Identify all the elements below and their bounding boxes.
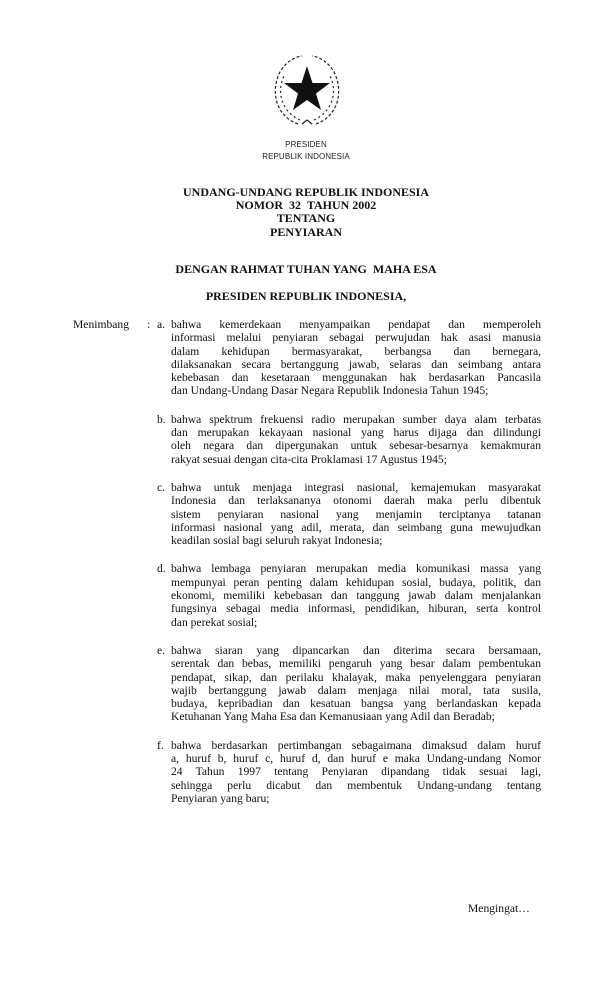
header-republic: REPUBLIK INDONESIA <box>262 152 350 161</box>
item-text-line: kebebasan dan kesetaraan menggunakan hak berdasarkan Pancasila <box>171 371 541 385</box>
menimbang-item <box>157 562 541 628</box>
title-line-1: UNDANG-UNDANG REPUBLIK INDONESIA <box>182 185 430 199</box>
presidential-seal-icon <box>268 52 346 130</box>
item-text-line: dalam kehidupan bermasyarakat, berbangsa dan bernegara, <box>171 344 541 358</box>
item-text-line: mempunyai peran penting dalam kehidupan sosial, budaya, politik, dan <box>171 575 541 589</box>
menimbang-item <box>157 739 541 805</box>
item-text-line: serentak dan bebas, memiliki pengaruh yang besar dalam pembentukan <box>171 657 541 671</box>
item-letter: d. <box>157 562 166 576</box>
header-president: PRESIDEN <box>285 140 327 149</box>
item-letter: f. <box>157 738 164 752</box>
item-text-line: dan perekat sosial; <box>171 615 258 629</box>
item-text-line: pendapat, sikap, dan perilaku khalayak, maka penyelenggara penyiaran <box>171 670 541 684</box>
menimbang-item <box>157 644 541 724</box>
item-text-line: bahwa lembaga penyiaran merupakan media komunikasi massa yang <box>171 562 541 576</box>
item-text-line: Penyiaran yang baru; <box>171 791 270 805</box>
item-text-line: bahwa untuk menjaga integrasi nasional, kemajemukan masyarakat <box>171 480 541 494</box>
title-line-3: TENTANG <box>276 211 336 226</box>
item-letter: b. <box>157 412 166 426</box>
item-text-line: informasi nasional yang adil, merata, dan seimbang guna mewujudkan <box>171 520 541 534</box>
item-text-line: rakyat sesuai dengan cita-cita Proklamasi 17 Agustus 1945; <box>171 452 447 466</box>
menimbang-list <box>157 318 541 820</box>
item-letter: c. <box>157 480 166 494</box>
item-letter: a. <box>157 318 166 331</box>
item-text-line: keadilan sosial bagi seluruh rakyat Indonesia; <box>171 534 383 548</box>
invocation: DENGAN RAHMAT TUHAN YANG MAHA ESA <box>175 262 437 276</box>
item-text-line: dan merupakan kekayaan nasional yang harus dijaga dan dilindungi <box>171 426 541 440</box>
law-title <box>0 186 612 239</box>
menimbang-item <box>157 413 541 466</box>
menimbang-colon: : <box>147 318 151 331</box>
menimbang-item <box>157 318 541 398</box>
item-text-line: dan Undang-Undang Dasar Negara Republik Indonesia Tahun 1945; <box>171 384 489 398</box>
item-text-line: 24 Tahun 1997 tentang Penyiaran dipandang tidak sesuai lagi, <box>171 765 541 779</box>
item-text-line: bahwa spektrum frekuensi radio merupakan sumber daya alam terbatas <box>171 412 541 426</box>
item-text-line: ekonomi, memiliki kebebasan dan tanggung jawab dalam menjalankan <box>171 589 541 603</box>
item-text-line: sistem penyiaran nasional yang menjamin terciptanya tatanan <box>171 507 541 521</box>
item-text-line: wajib bertanggung jawab dalam menjaga nilai moral, tata susila, <box>171 683 541 697</box>
item-text-line: fungsinya sebagai media informasi, pendidikan, hiburan, serta kontrol <box>171 602 541 616</box>
item-letter: e. <box>157 643 166 657</box>
menimbang-label: Menimbang <box>73 318 130 331</box>
item-text-line: bahwa berdasarkan pertimbangan sebagaimana dimaksud dalam huruf <box>171 738 541 752</box>
item-text-line: budaya, kepribadian dan kesatuan bangsa yang berlandaskan kepada <box>171 697 541 711</box>
menimbang-item <box>157 481 541 547</box>
item-text-line: bahwa siaran yang dipancarkan dan diterima secara bersamaan, <box>171 643 541 657</box>
title-line-2: NOMOR 32 TAHUN 2002 <box>235 198 377 213</box>
item-text-line: sehingga perlu dicabut dan membentuk Undang-undang tentang <box>171 778 541 792</box>
title-line-4: PENYIARAN <box>270 224 342 239</box>
item-text-line: informasi melalui penyiaran sebagai perwujudan hak asasi manusia <box>171 331 541 345</box>
president-heading: PRESIDEN REPUBLIK INDONESIA, <box>205 289 407 303</box>
continuation-text: Mengingat… <box>468 902 530 915</box>
item-text-line: Ketuhanan Yang Maha Esa dan Kemanusiaan yang Adil dan Beradab; <box>171 710 495 724</box>
item-text-line: a, huruf b, huruf c, huruf d, dan huruf e maka Undang-undang Nomor <box>171 752 541 766</box>
item-text-line: dilaksanakan secara bertanggung jawab, selaras dan seimbang antara <box>171 357 541 371</box>
item-text-line: bahwa kemerdekaan menyampaikan pendapat dan memperoleh <box>171 318 541 331</box>
item-text-line: Indonesia dan terlaksananya otonomi daerah maka perlu dibentuk <box>171 494 541 508</box>
item-text-line: oleh negara dan dipergunakan untuk sebesar-besarnya kemakmuran <box>171 439 541 453</box>
